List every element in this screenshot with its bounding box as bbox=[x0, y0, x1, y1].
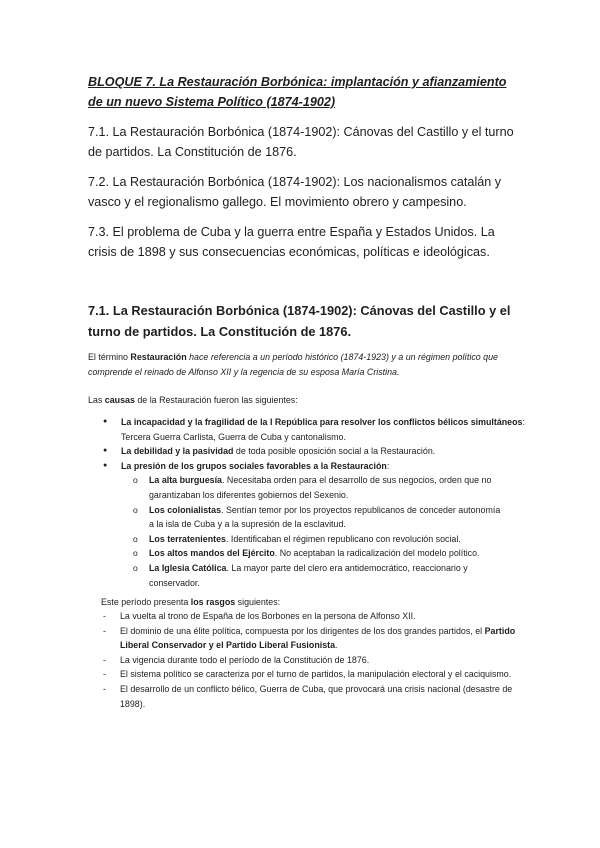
social-group-item bbox=[121, 473, 528, 502]
causes-lead bbox=[88, 393, 528, 408]
causes-lead-pre: Las bbox=[88, 395, 105, 405]
rasgos-lead bbox=[101, 595, 521, 610]
toc-item-7-2: 7.2. La Restauración Borbónica (1874-1902): Los nacionalismos catalán y vasco y el regionalismo gallego. El movimiento obrero y campesino. bbox=[88, 175, 502, 209]
rasgos-lead-pre: Este período presenta bbox=[101, 597, 191, 607]
causes-lead-post: de la Restauración fueron las siguientes: bbox=[134, 395, 298, 405]
social-group-item bbox=[121, 503, 528, 532]
cause-2-text: de toda posible oposición social a la Restauración. bbox=[233, 446, 436, 457]
group-text: . Identificaban el régimen republicano con revolución social. bbox=[225, 533, 461, 544]
group-name: La Iglesia Católica bbox=[149, 562, 227, 573]
social-group-item bbox=[121, 532, 528, 547]
social-group-item bbox=[121, 546, 528, 561]
intro-paragraph bbox=[88, 350, 528, 379]
social-groups-list bbox=[121, 473, 528, 590]
rasgos-lead-bold: los rasgos bbox=[190, 597, 236, 607]
cause-3-bold: La presión de los grupos sociales favorables a la Restauración bbox=[121, 460, 387, 471]
cause-2-bold: La debilidad y la pasividad bbox=[121, 446, 234, 457]
cause-1-text: : Tercera Guerra Carlista, Guerra de Cuba y cantonalismo. bbox=[121, 417, 525, 442]
cause-item bbox=[88, 415, 528, 444]
rasgo-item: - La vigencia durante todo el período de la Constitución de 1876. bbox=[88, 653, 528, 668]
rasgo-2-pre: El dominio de una élite política, compuesta por los dirigentes de los dos grandes partidos, el bbox=[120, 625, 485, 636]
rasgo-item: - El sistema político se caracteriza por el turno de partidos, la manipulación electoral y el caciquismo. bbox=[88, 667, 528, 682]
cause-item bbox=[88, 459, 528, 590]
group-text: . Sentían temor por los proyectos republicanos de conceder autonomía a la isla de Cuba y a la supresión de la esclavitud. bbox=[149, 504, 501, 530]
social-group-item bbox=[121, 561, 528, 590]
group-text: . La mayor parte del clero era antidemocrático, reaccionario y conservador. bbox=[149, 562, 468, 588]
section-title-7-1: 7.1. La Restauración Borbónica (1874-1902): Cánovas del Castillo y el turno de partidos. La Constitución de 1876. bbox=[88, 303, 511, 339]
group-text: . No aceptaban la radicalización del modelo político. bbox=[274, 548, 480, 559]
cause-3-text: : bbox=[386, 460, 390, 471]
group-name: Los terratenientes bbox=[149, 533, 226, 544]
rasgo-item bbox=[88, 624, 528, 653]
intro-prefix: El término bbox=[88, 352, 131, 362]
rasgos-list bbox=[88, 609, 528, 711]
cause-1-bold: La incapacidad y la fragilidad de la I República para resolver los conflictos bélicos simultáneos bbox=[121, 417, 523, 427]
rasgo-item: - La vuelta al trono de España de los Borbones en la persona de Alfonso XII. bbox=[88, 609, 528, 624]
intro-term: Restauración bbox=[130, 352, 187, 362]
rasgo-2-post: . bbox=[335, 640, 338, 651]
group-name: La alta burguesía bbox=[149, 475, 222, 486]
document-title: BLOQUE 7. La Restauración Borbónica: implantación y afianzamiento de un nuevo Sistema Político (1874-1902) bbox=[88, 75, 507, 109]
rasgo-2-parties: Partido Liberal Conservador y el Partido Liberal Fusionista bbox=[120, 625, 516, 651]
causes-lead-bold: causas bbox=[104, 395, 135, 405]
rasgo-item: - El desarrollo de un conflicto bélico, Guerra de Cuba, que provocará una crisis nacional (desastre de 1898). bbox=[88, 682, 528, 711]
causes-list bbox=[88, 415, 528, 590]
group-name: Los altos mandos del Ejército bbox=[149, 548, 275, 559]
rasgos-lead-post: siguientes: bbox=[235, 597, 281, 607]
intro-definition: hace referencia a un período histórico (1874-1923) y a un régimen político que comprende el reinado de Alfonso XII y la regencia de su esposa María Cristina. bbox=[88, 352, 498, 377]
toc-item-7-1: 7.1. La Restauración Borbónica (1874-1902): Cánovas del Castillo y el turno de partidos. La Constitución de 1876. bbox=[88, 125, 514, 159]
group-name: Los colonialistas bbox=[149, 504, 222, 515]
group-text: . Necesitaba orden para el desarrollo de sus negocios, orden que no garantizaban los diferentes gobiernos del Sexenio. bbox=[149, 475, 492, 500]
toc-item-7-3: 7.3. El problema de Cuba y la guerra entre España y Estados Unidos. La crisis de 1898 y sus consecuencias económicas, políticas e ideológicas. bbox=[88, 225, 495, 259]
cause-item bbox=[88, 444, 528, 459]
